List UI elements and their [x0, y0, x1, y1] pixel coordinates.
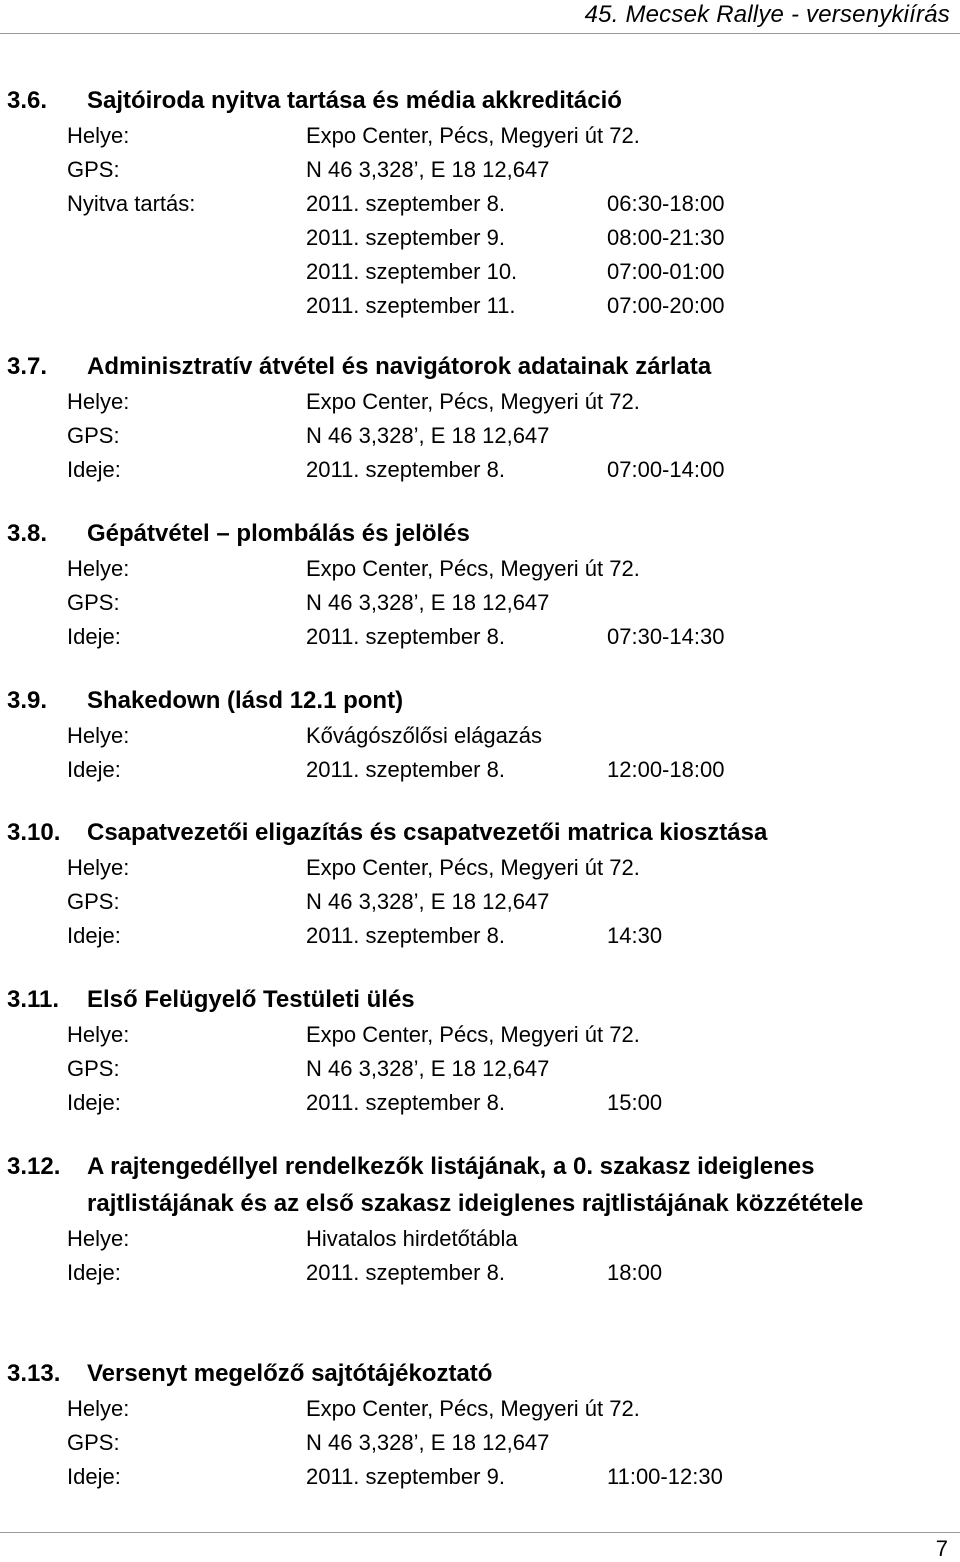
field-row: [0, 719, 960, 753]
field-label: GPS:: [67, 889, 120, 914]
field-time: 07:00-20:00: [607, 293, 725, 318]
field-row: [0, 255, 960, 289]
field-row: [0, 419, 960, 453]
field-row: [0, 552, 960, 586]
section-heading: [0, 82, 960, 119]
field-value: 2011. szeptember 8.: [306, 1260, 505, 1285]
field-time: 14:30: [607, 923, 663, 948]
section-title: A rajtengedéllyel rendelkezők listájának, a 0. szakasz ideiglenes rajtlistájának és az első szakasz ideiglenes rajtlistájának közzététele: [87, 1153, 864, 1217]
field-value: Kővágószőlősi elágazás: [306, 723, 543, 748]
field-label: Ideje:: [67, 624, 121, 649]
section-3-6: [0, 82, 960, 323]
page-number: 7: [935, 1536, 948, 1561]
section-3-12: [0, 1148, 960, 1290]
field-value: Expo Center, Pécs, Megyeri út 72.: [306, 1396, 640, 1421]
section-heading: [0, 682, 960, 719]
field-value: 2011. szeptember 8.: [306, 1090, 505, 1115]
section-number: 3.7.: [7, 353, 48, 380]
section-number: 3.9.: [7, 687, 48, 714]
field-row: [0, 1018, 960, 1052]
field-label: Ideje:: [67, 1260, 121, 1285]
header-divider: [0, 33, 960, 34]
field-value: N 46 3,328’, E 18 12,647: [306, 1056, 550, 1081]
field-value: N 46 3,328’, E 18 12,647: [306, 157, 550, 182]
field-label: Ideje:: [67, 457, 121, 482]
section-title: Versenyt megelőző sajtótájékoztató: [87, 1360, 493, 1387]
field-time: 12:00-18:00: [607, 757, 725, 782]
field-value: Expo Center, Pécs, Megyeri út 72.: [306, 389, 640, 414]
field-value: Expo Center, Pécs, Megyeri út 72.: [306, 556, 640, 581]
field-row: [0, 1086, 960, 1120]
field-row: [0, 453, 960, 487]
field-label: Helye:: [67, 1022, 130, 1047]
field-row: [0, 187, 960, 221]
field-label: Ideje:: [67, 923, 121, 948]
section-3-8: [0, 515, 960, 654]
section-heading: [0, 515, 960, 552]
field-label: GPS:: [67, 1430, 120, 1455]
field-row: [0, 289, 960, 323]
section-title: Shakedown (lásd 12.1 pont): [87, 687, 404, 714]
field-label: Ideje:: [67, 1090, 121, 1115]
field-row: [0, 620, 960, 654]
field-row: [0, 1222, 960, 1256]
field-value: 2011. szeptember 10.: [306, 259, 518, 284]
field-time: 06:30-18:00: [607, 191, 725, 216]
field-row: [0, 385, 960, 419]
section-number: 3.10.: [7, 819, 61, 846]
field-value: N 46 3,328’, E 18 12,647: [306, 590, 550, 615]
field-label: Helye:: [67, 1226, 130, 1251]
field-label: Nyitva tartás:: [67, 191, 196, 216]
field-label: Helye:: [67, 723, 130, 748]
field-row: [0, 1392, 960, 1426]
field-time: 18:00: [607, 1260, 663, 1285]
field-value: Expo Center, Pécs, Megyeri út 72.: [306, 123, 640, 148]
section-title: Gépátvétel – plombálás és jelölés: [87, 520, 470, 547]
field-label: GPS:: [67, 157, 120, 182]
section-number: 3.6.: [7, 87, 48, 114]
field-row: [0, 1256, 960, 1290]
field-label: Helye:: [67, 389, 130, 414]
document-header: 45. Mecsek Rallye - versenykiírás: [584, 1, 950, 28]
field-value: N 46 3,328’, E 18 12,647: [306, 1430, 550, 1455]
field-time: 07:00-01:00: [607, 259, 725, 284]
section-3-13: [0, 1355, 960, 1494]
field-row: [0, 885, 960, 919]
section-title: Csapatvezetői eligazítás és csapatvezetői matrica kiosztása: [87, 819, 768, 846]
field-row: [0, 919, 960, 953]
section-heading: [0, 1148, 960, 1222]
field-value: Expo Center, Pécs, Megyeri út 72.: [306, 1022, 640, 1047]
field-row: [0, 851, 960, 885]
field-time: 08:00-21:30: [607, 225, 725, 250]
field-label: Helye:: [67, 556, 130, 581]
field-row: [0, 586, 960, 620]
field-time: 15:00: [607, 1090, 663, 1115]
field-label: GPS:: [67, 590, 120, 615]
field-label: Helye:: [67, 1396, 130, 1421]
field-time: 07:30-14:30: [607, 624, 725, 649]
field-value: 2011. szeptember 9.: [306, 225, 505, 250]
section-3-7: [0, 348, 960, 487]
section-number: 3.11.: [7, 986, 60, 1013]
field-row: [0, 1052, 960, 1086]
field-row: [0, 1426, 960, 1460]
section-3-10: [0, 814, 960, 953]
footer-divider: [0, 1532, 960, 1533]
field-row: [0, 221, 960, 255]
field-label: Ideje:: [67, 757, 121, 782]
section-number: 3.12.: [7, 1153, 61, 1180]
section-title: Sajtóiroda nyitva tartása és média akkreditáció: [87, 87, 622, 114]
field-value: 2011. szeptember 8.: [306, 923, 505, 948]
section-3-9: [0, 682, 960, 787]
field-label: Helye:: [67, 123, 130, 148]
field-value: N 46 3,328’, E 18 12,647: [306, 889, 550, 914]
field-label: GPS:: [67, 1056, 120, 1081]
field-value: N 46 3,328’, E 18 12,647: [306, 423, 550, 448]
field-row: [0, 153, 960, 187]
section-heading: [0, 814, 960, 851]
field-value: 2011. szeptember 8.: [306, 757, 505, 782]
section-title: Adminisztratív átvétel és navigátorok adatainak zárlata: [87, 353, 712, 380]
field-time: 07:00-14:00: [607, 457, 725, 482]
field-value: Expo Center, Pécs, Megyeri út 72.: [306, 855, 640, 880]
field-value: 2011. szeptember 8.: [306, 624, 505, 649]
field-row: [0, 1460, 960, 1494]
section-title: Első Felügyelő Testületi ülés: [87, 986, 415, 1013]
field-value: Hivatalos hirdetőtábla: [306, 1226, 518, 1251]
field-row: [0, 119, 960, 153]
field-value: 2011. szeptember 8.: [306, 191, 505, 216]
field-row: [0, 753, 960, 787]
field-label: Helye:: [67, 855, 130, 880]
section-3-11: [0, 981, 960, 1120]
section-number: 3.8.: [7, 520, 48, 547]
field-time: 11:00-12:30: [607, 1464, 723, 1489]
field-value: 2011. szeptember 11.: [306, 293, 516, 318]
field-value: 2011. szeptember 9.: [306, 1464, 505, 1489]
field-label: GPS:: [67, 423, 120, 448]
section-number: 3.13.: [7, 1360, 61, 1387]
field-label: Ideje:: [67, 1464, 121, 1489]
field-value: 2011. szeptember 8.: [306, 457, 505, 482]
section-heading: [0, 1355, 960, 1392]
section-heading: [0, 981, 960, 1018]
section-heading: [0, 348, 960, 385]
